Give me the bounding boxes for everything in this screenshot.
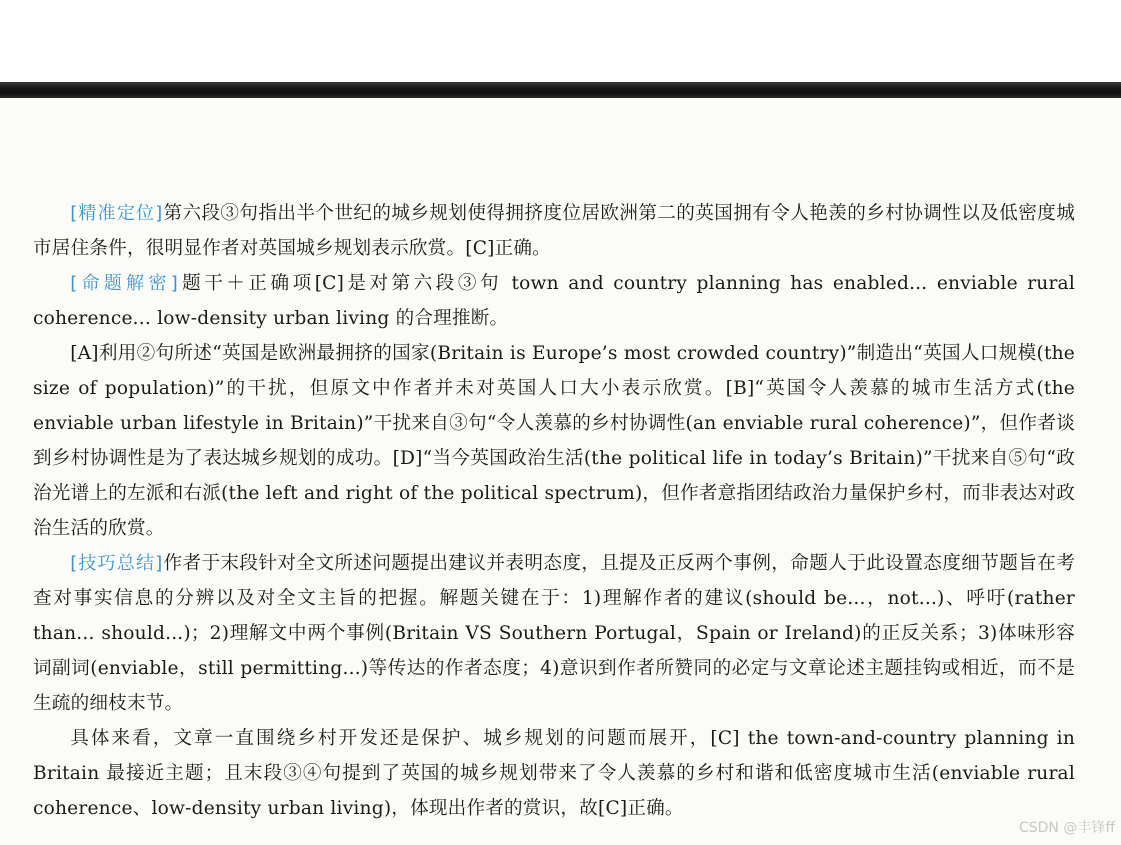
paragraph-text: 第六段③句指出半个世纪的城乡规划使得拥挤度位居欧洲第二的英国拥有令人艳羡的乡村协调性以及低密度城市居住条件，很明显作者对英国城乡规划表示欣赏。[C]正确。 (33, 203, 1076, 259)
paragraph-distractor-analysis (33, 336, 1075, 546)
paragraph-question-decode (33, 266, 1075, 336)
paragraph-text: 题干＋正确项[C]是对第六段③句 town and country planning has enabled... enviable rural coherence... low-density urban living 的合理推断。 (33, 273, 1075, 329)
csdn-watermark: CSDN @丰锋ff (1018, 820, 1115, 836)
paragraph-text: 具体来看，文章一直围绕乡村开发还是保护、城乡规划的问题而展开，[C] the town-and-country planning in Britain 最接近主题；且末段③④句提到了英国的城乡规划带来了令人羡慕的乡村和谐和低密度城市生活(enviable rural coherence、low-density urban living)，体现出作者的赏识，故[C]正确。 (33, 728, 1075, 819)
analysis-text (33, 196, 1075, 826)
paragraph-text: 作者于末段针对全文所述问题提出建议并表明态度，且提及正反两个事例，命题人于此设置态度细节题旨在考查对事实信息的分辨以及对全文主旨的把握。解题关键在于：1)理解作者的建议(should be...，not...)、呼吁(rather than... should...)；2)理解文中两个事例(Britain VS Southern Portugal，Spain or Ireland)的正反关系；3)体味形容词副词(enviable，still permitting...)等传达的作者态度；4)意识到作者所赞同的必定与文章论述主题挂钩或相近，而不是生疏的细枝末节。 (33, 553, 1076, 714)
paragraph-precise-location (33, 196, 1075, 266)
tag-question-decode: [命题解密] (70, 273, 179, 294)
tag-precise-location: [精准定位] (70, 203, 164, 224)
top-dark-bar (0, 82, 1121, 98)
paragraph-conclusion (33, 721, 1075, 826)
paragraph-text: [A]利用②句所述“英国是欧洲最拥挤的国家(Britain is Europe’s most crowded country)”制造出“英国人口规模(the size of population)”的干扰，但原文中作者并未对英国人口大小表示欣赏。[B]“英国令人羡慕的城市生活方式(the enviable urban lifestyle in Britain)”干扰来自③句“令人羡慕的乡村协调性(an enviable rural coherence)”，但作者谈到乡村协调性是为了表达城乡规划的成功。[D]“当今英国政治生活(the political life in today’s Britain)”干扰来自⑤句“政治光谱上的左派和右派(the left and right of the political spectrum)，但作者意指团结政治力量保护乡村，而非表达对政治生活的欣赏。 (33, 343, 1075, 539)
paragraph-technique-summary (33, 546, 1075, 721)
tag-technique-summary: [技巧总结] (70, 553, 164, 574)
